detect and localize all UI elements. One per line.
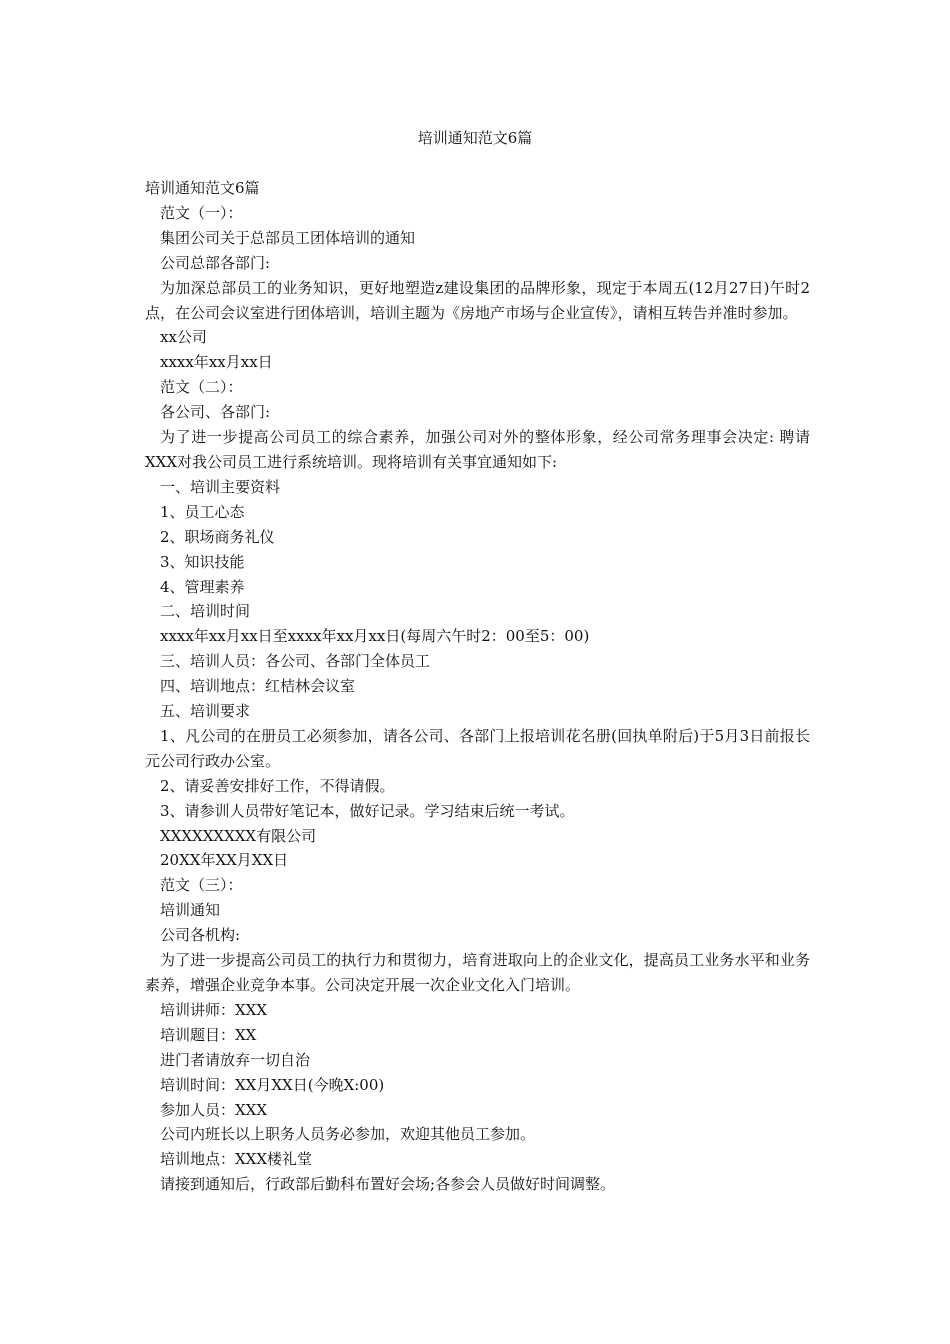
sample1-body-text: 为加深总部员工的业务知识，更好地塑造z建设集团的品牌形象，现定于本周五(12月27日)午时2点，在公司会议室进行团体培训，培训主题为《房地产市场与企业宣传》，请相互转告并准时参加。 [145,278,810,322]
sample2-item: 3、知识技能 [160,552,245,571]
sample2-item: 一、培训主要资料 [160,477,281,496]
sample3-item: 参加人员：XXX [160,1100,268,1119]
sample2-label: 范文（二）： [160,378,243,397]
sample2-addressee: 各公司、各部门: [160,403,271,422]
sample2-item: 4、管理素养 [160,577,245,596]
sample1-signature: xx公司 [160,328,207,347]
sample2-item: 四、培训地点：红桔林会议室 [160,677,356,696]
sample2-body-text: 为了进一步提高公司员工的综合素养，加强公司对外的整体形象，经公司常务理事会决定: 聘请XXX对我公司员工进行系统培训。现将培训有关事宜通知如下: [145,428,810,471]
sample1-label: 范文（一）： [160,203,243,222]
sample3-item: 培训题目：XX [160,1025,257,1044]
sample2-req1-text: 1、凡公司的在册员工必须参加，请各公司、各部门上报培训花名册(回执单附后)于5月3日前报长元公司行政办公室。 [145,726,810,770]
sample2-item: xxxx年xx月xx日至xxxx年xx月xx日(每周六午时2：00至5：00) [160,627,590,646]
sample3-item: 公司内班长以上职务人员务必参加，欢迎其他员工参加。 [160,1125,536,1144]
sample2-item: 二、培训时间 [160,602,251,621]
sample2-date: 20XX年XX月XX日 [160,851,289,870]
sample3-label: 范文（三）： [160,876,243,895]
sample2-item: 五、培训要求 [160,702,251,721]
sample2-req3: 3、请参训人员带好笔记本，做好记录。学习结束后统一考试。 [160,801,575,820]
sample3-item: 培训时间：XX月XX日(今晚X:00) [160,1075,385,1094]
sample2-item: 三、培训人员：各公司、各部门全体员工 [160,652,431,671]
sample3-item: 培训地点：XXX楼礼堂 [160,1150,313,1169]
heading: 培训通知范文6篇 [145,179,260,197]
document-title: 培训通知范文6篇 [417,129,533,147]
sample2-req2: 2、请妥善安排好工作，不得请假。 [160,776,395,795]
sample3-subject: 培训通知 [160,901,221,920]
sample1-subject: 集团公司关于总部员工团体培训的通知 [160,228,416,247]
sample3-body [145,948,810,998]
sample3-body-text: 为了进一步提高公司员工的执行力和贯彻力，培育进取向上的企业文化，提高员工业务水平和业务素养，增强企业竞争本事。公司决定开展一次企业文化入门培训。 [145,951,810,994]
sample2-req1 [145,724,810,774]
sample3-addressee: 公司各机构: [160,926,241,945]
document-body [145,176,810,1197]
sample1-body [145,276,810,326]
sample2-body [145,425,810,475]
sample2-signature: XXXXXXXXX有限公司 [160,826,317,845]
sample1-addressee: 公司总部各部门: [160,253,271,272]
sample1-date: xxxx年xx月xx日 [160,353,273,372]
sample3-item: 进门者请放弃一切自治 [160,1050,311,1069]
sample3-item: 培训讲师：XXX [160,1000,268,1019]
sample2-item: 1、员工心态 [160,502,245,521]
sample2-item: 2、职场商务礼仪 [160,527,275,546]
sample3-item: 请接到通知后，行政部后勤科布置好会场;各参会人员做好时间调整。 [160,1175,616,1194]
